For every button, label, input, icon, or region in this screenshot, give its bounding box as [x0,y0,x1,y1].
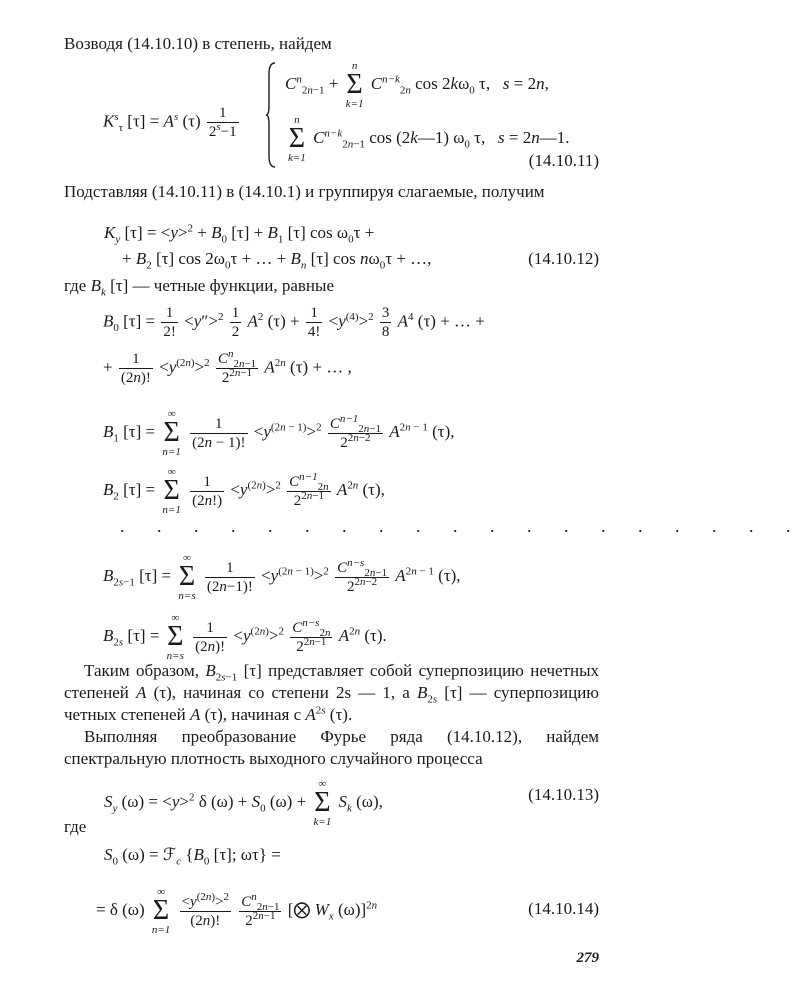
summary-part4: , начиная с [222,705,302,724]
page-number: 279 [576,950,599,966]
equation-b0-line1: $B_0$ [τ] = $\frac{1}{2!}$ <y″>$^2$ $\frac{1}{2}$ $A^2$ (τ) + $\frac{1}{4!}$ $<y^{(4)}>^2$ $\frac{3}{8}$ $A^4$ (τ) + … + [103,305,485,340]
equation-b2s-1: $B_{2s-1}$ [τ] = ∞ Σ n=s $\frac{1}{(2n-1)!}$ $<y^{(2n - 1)}>^2$ $\frac{C^{n-s}_{2n-1}}{2^{2n-2}}$ $A^{2n - 1}$ (τ), [103,552,461,602]
paragraph-fourier: Выполняя преобразование Фурье ряда (14.10.12), найдем спектральную плотность выходного случайного процесса [64,727,599,768]
equation-b2: $B_2$ [τ] = ∞ Σ n=1 $\frac{1}{(2n!)}$ $<y^{(2n)}>^2$ $\frac{C^{n-1}_{2n}}{2^{2n-1}}$ $A^{2n}$ (τ), [103,466,385,516]
equation-case-odd: n Σ k=1 $C^{n-k}_{2n-1}$ cos (2k—1) $\omega_0$ τ, s = 2n—1. [288,114,570,164]
equation-number: (14.10.14) [528,899,599,918]
equation-b1: $B_1$ [τ] = ∞ Σ n=1 $\frac{1}{(2n - 1)!}$ $<y^{(2n - 1)}>^2$ $\frac{C^{n-1}_{2n-1}}{2^{2n-2}}$ $A^{2n - 1}$ (τ), [103,408,455,458]
summary-lead: Таким образом, [84,661,199,680]
equation-s0-line2: = δ (ω) ∞ Σ n=1 $\frac{<y^{(2n)}>^2}{(2n)!}$ $\frac{C^n_{2n-1}}{2^{2n-1}}$ [⨂ $W_x$ (ω)]$^{2n}$ [96,886,378,936]
paragraph-intro: Возводя (14.10.10) в степень, найдем [64,34,332,53]
paragraph-summary: Таким образом, $B_{2s-1}$ [τ] представляет собой суперпозицию нечетных степеней A (τ), начиная со степени 2s — 1, а $B_{2s}$ [τ] — суперпозицию четных степеней A (τ), начиная с $A^{2s}$ (τ). [64,661,600,724]
equation-s0-line1: $S_0$ (ω) = ℱ$_c$ {$B_0$ [τ]; ωτ} = [104,845,281,868]
equation-ky-line2: + $B_2$ [τ] $\cos 2\omega_0\tau$ + … + $B_n$ [τ] $\cos n\omega_0\tau$ + …, [122,249,432,272]
paragraph-bk-definition: где $B_k$ [τ] — четные функции, равные [64,276,334,299]
word-where-2: где [64,817,87,836]
equation-b0-line2: + $\frac{1}{(2n)!}$ $<y^{(2n)}>^2$ $\frac{C^n_{2n-1}}{2^{2n-1}}$ $A^{2n}$ (τ) + … , [103,348,352,386]
equation-kst-lhs: $K^s_\tau$ $[\tau] = A^s$ (τ) $\frac{1}{2^s-1}$ [103,105,237,140]
ellipsis-row: . . . . . . . . . . . . . . . . . . . [120,516,805,536]
summary-part1: представляет собой суперпозицию нечетных степеней [64,661,599,702]
equation-sy: $S_y$ (ω) = <y>$^2$ δ $(\omega) + S_0$ (ω) + ∞ Σ k=1 $S_k$ (ω), [104,778,383,828]
equation-ky-line1: $K_y$ $[\tau] = <y>^2 + B_0$ $[\tau] + B_1$ [τ] $\cos \omega_0\tau$ + [104,222,375,246]
equation-number: (14.10.11) [528,151,599,170]
equation-case-even: $C^n_{2n-1}$ + n Σ k=1 $C^{n-k}_{2n}$ $\cos 2k\omega_0$ τ, s = 2n, [285,60,549,110]
summary-part2: , начиная со степени 2s — 1, а [171,683,410,702]
word-where: где [64,276,87,295]
equation-b2s: $B_{2s}$ [τ] = ∞ Σ n=s $\frac{1}{(2n)!}$ $<y^{(2n)}>^2$ $\frac{C^{n-s}_{2n}}{2^{2n-1}}$ $A^{2n}$ (τ). [103,612,387,662]
equation-number: (14.10.13) [528,785,599,804]
paragraph-substitution: Подставляя (14.10.11) в (14.10.1) и группируя слагаемые, получим [64,182,545,201]
bk-description: — четные функции, равные [132,276,334,295]
left-brace-icon [266,62,276,168]
summary-part3: — суперпозицию четных степеней [64,683,600,724]
equation-number: (14.10.12) [528,249,599,268]
